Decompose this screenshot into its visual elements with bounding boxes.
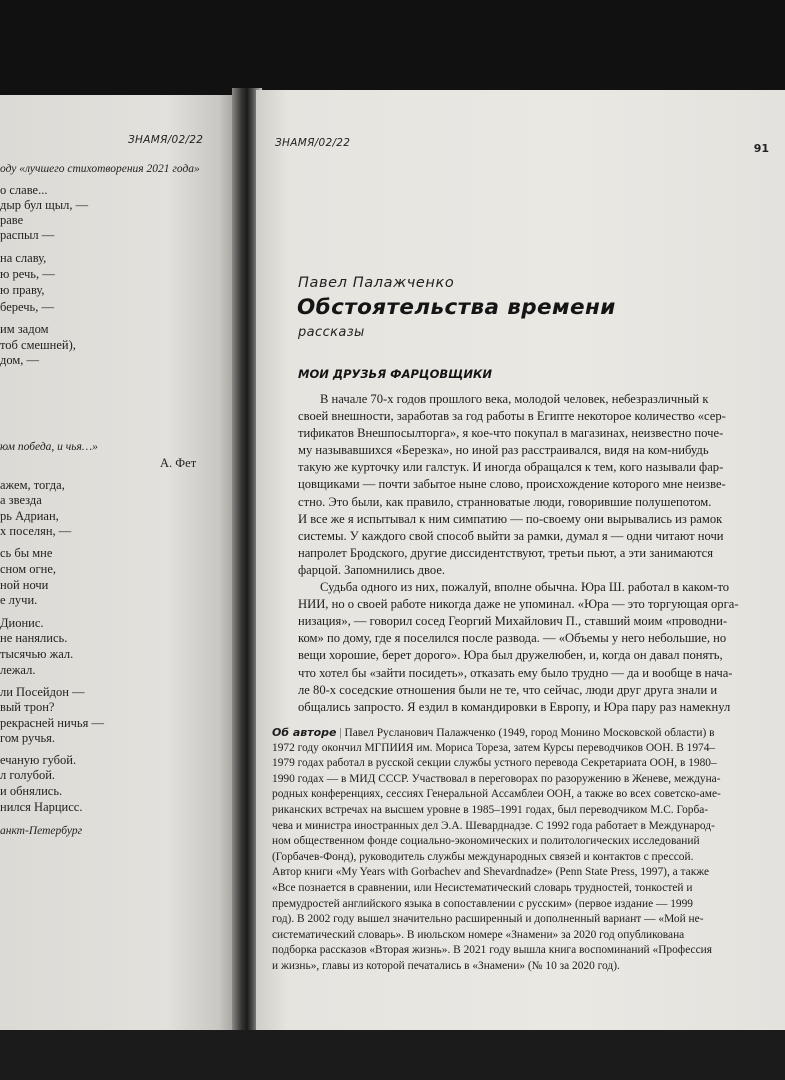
poem-line: ю речь, — (0, 267, 55, 281)
body-line: низация», — говорил сосед Георгий Михайлович П., ставший моим «проводни- (298, 614, 728, 629)
page-number: 91 (753, 142, 769, 155)
about-line: «Все познается в сравнении, или Несистематический словарь трудностей, тонкостей и (272, 881, 693, 894)
about-line: 1990 годах — в МИД СССР. Участвовал в переговорах по разоружению в Женеве, междуна- (272, 772, 721, 785)
about-line: подборка рассказов «Вторая жизнь». В 2021 году вышла книга воспоминаний «Профессия (272, 944, 712, 957)
body-line: системы. У каждого свой способ выйти за рамки, думал я — одни читают ночи (298, 528, 724, 543)
about-line: Автор книги «My Years with Gorbachev and Shevardnadze» (Penn State Press, 1997), а также (272, 866, 710, 879)
about-line: систематический словарь». В июльском номере «Знамени» за 2020 год опубликована (272, 928, 685, 941)
body-line: общались запросто. Я ездил в командировки в Европу, и Юра пару раз намекнул (298, 699, 731, 714)
poem-line: раве (0, 213, 24, 227)
poem-line: рекрасней ничья — (0, 716, 105, 730)
body-line: ле 80-х соседские отношения были не те, что сейчас, люди друг друга знали и (298, 682, 718, 697)
poem-line: гом ручья. (0, 731, 56, 745)
scan-background (0, 1030, 785, 1080)
poem-line: на славу, (0, 251, 47, 265)
poem-line: дом, — (0, 353, 40, 367)
right-page-header: ЗНАМЯ/02/22 (275, 137, 351, 149)
poem-line: им задом (0, 322, 49, 336)
poem-line: юм победа, и чья…» (0, 441, 98, 453)
about-line: риканских встречах на высшем уровне в 1985–1991 годах, был переводчиком М.С. Горба- (272, 803, 709, 816)
body-line: своей внешности, заработав за год работы в Египте некоторое количество «сер- (298, 409, 726, 424)
poem-line: о славе... (0, 183, 48, 197)
body-line: И все же я испытывал к ним симпатию — по-своему они вырывались из рамок (298, 511, 723, 526)
about-author (272, 725, 760, 975)
poem-line: е лучи. (0, 593, 38, 607)
poem-line: и обнялись. (0, 784, 63, 798)
body-line: В начале 70-х годов прошлого века, молодой человек, небезразличный к (320, 392, 709, 406)
poem-line: А. Фет (160, 456, 197, 470)
body-line: фарцой. Запомнились двое. (298, 562, 446, 577)
poem-line: дыр бул щыл, — (0, 198, 89, 212)
poem-line: оду «лучшего стихотворения 2021 года» (0, 163, 200, 175)
about-line: (Горбачев-Фонд), руководитель службы международных связей и контактов с прессой. (272, 850, 694, 863)
about-line: и жизнь», главы из которой печатались в «Знамени» (№ 10 за 2020 год). (272, 959, 620, 972)
poem-line: распыл — (0, 228, 55, 242)
left-page-header: ЗНАМЯ/02/22 (128, 134, 204, 146)
story-body (298, 391, 754, 716)
poem-line: тоб смешней), (0, 338, 76, 352)
poem-line: не нанялись. (0, 631, 68, 645)
about-separator: | (339, 727, 342, 739)
poem-line: анкт-Петербург (0, 825, 83, 837)
body-line: ком» по дому, где я поселился после развода. — «Объемы у него небольшие, но (298, 631, 727, 646)
poem-line: нился Нарцисс. (0, 800, 83, 814)
about-first-line-text: Павел Русланович Палажченко (1949, город Монино Московской области) в (344, 727, 715, 739)
poem-line: Дионис. (0, 616, 44, 630)
about-line: год). В 2002 году вышел значительно расширенный и дополненный вариант — «Мой не- (272, 913, 704, 926)
body-line: вещи хорошие, берет дорого». Юра был дружелюбен, и, когда он давал понять, (298, 648, 723, 663)
poem-line: а звезда (0, 493, 42, 507)
about-line: родных конференциях, сессиях Генеральной Ассамблеи ООН, а также во всех советско-аме- (272, 788, 721, 801)
body-line: тификатов Внешпосылторга», я кое-что покупал в магазинах, неизвестно поче- (298, 426, 724, 441)
poem-line: ю праву, (0, 283, 45, 297)
section-title: МОИ ДРУЗЬЯ ФАРЦОВЩИКИ (298, 367, 493, 381)
poem-line: х поселян, — (0, 524, 72, 538)
about-line: ном общественном фонде социально-экономических и политологических исследований (272, 835, 700, 848)
about-first-line (272, 725, 760, 741)
body-line: Судьба одного из них, пожалуй, вполне обычна. Юра Ш. работал в каком-то (320, 580, 730, 595)
about-line: премудростей английского языка в сопоставлении с русским» (первое издание — 1999 (272, 897, 694, 910)
author-name: Павел Палажченко (298, 275, 455, 291)
body-line: НИИ, но о своей работе никогда даже не упоминал. «Юра — это торгующая орга- (298, 597, 739, 612)
poem-line: ажем, тогда, (0, 478, 65, 492)
body-line: стно. Это были, как правило, странноватые люди, говорившие полушепотом. (298, 494, 712, 509)
right-page (256, 90, 785, 1035)
body-line: напролет Бродского, другие диссидентствуют, третьи пьют, а эти занимаются (298, 545, 714, 560)
poem-line: ли Посейдон — (0, 685, 85, 699)
poem-line: тысячью жал. (0, 647, 74, 661)
body-line: такую же курточку или галстук. И иногда обращался к тем, кого называли фар- (298, 460, 724, 475)
poem-line: беречь, — (0, 300, 54, 314)
story-subtitle: рассказы (298, 325, 365, 340)
poem-line: лежал. (0, 663, 36, 677)
poem-line: рь Адриан, (0, 509, 59, 523)
about-line: 1979 годах работал в русской секции службы устного перевода Секретариата ООН, в 1980– (272, 757, 717, 770)
poem-line: сь бы мне (0, 546, 53, 560)
poem-line: ной ночи (0, 578, 49, 592)
left-page (0, 95, 238, 1030)
body-line: му называвшихся «Березка», но иной раз расстраивался, видя на ком-нибудь (298, 443, 709, 458)
story-title: Обстоятельства времени (297, 295, 616, 320)
poem-line: ечаную губой. (0, 753, 77, 767)
poem-line: сном огне, (0, 562, 57, 576)
poem-line: л голубой. (0, 768, 56, 782)
about-line: чева и министра иностранных дел Э.А. Шеварднадзе. С 1992 года работает в Международ- (272, 819, 715, 832)
about-line: 1972 году окончил МГПИИЯ им. Мориса Тореза, затем Курсы переводчиков ООН. В 1974– (272, 741, 716, 754)
poem-line: вый трон? (0, 700, 55, 714)
about-text (272, 741, 760, 975)
about-label: Об авторе (272, 726, 337, 739)
body-line: что хотел бы «зайти посидеть», отказать ему было трудно — да и вообще в нача- (298, 665, 733, 680)
body-line: цовщиками — почти забытое ныне слово, происхождение которого мне неизве- (298, 477, 726, 492)
